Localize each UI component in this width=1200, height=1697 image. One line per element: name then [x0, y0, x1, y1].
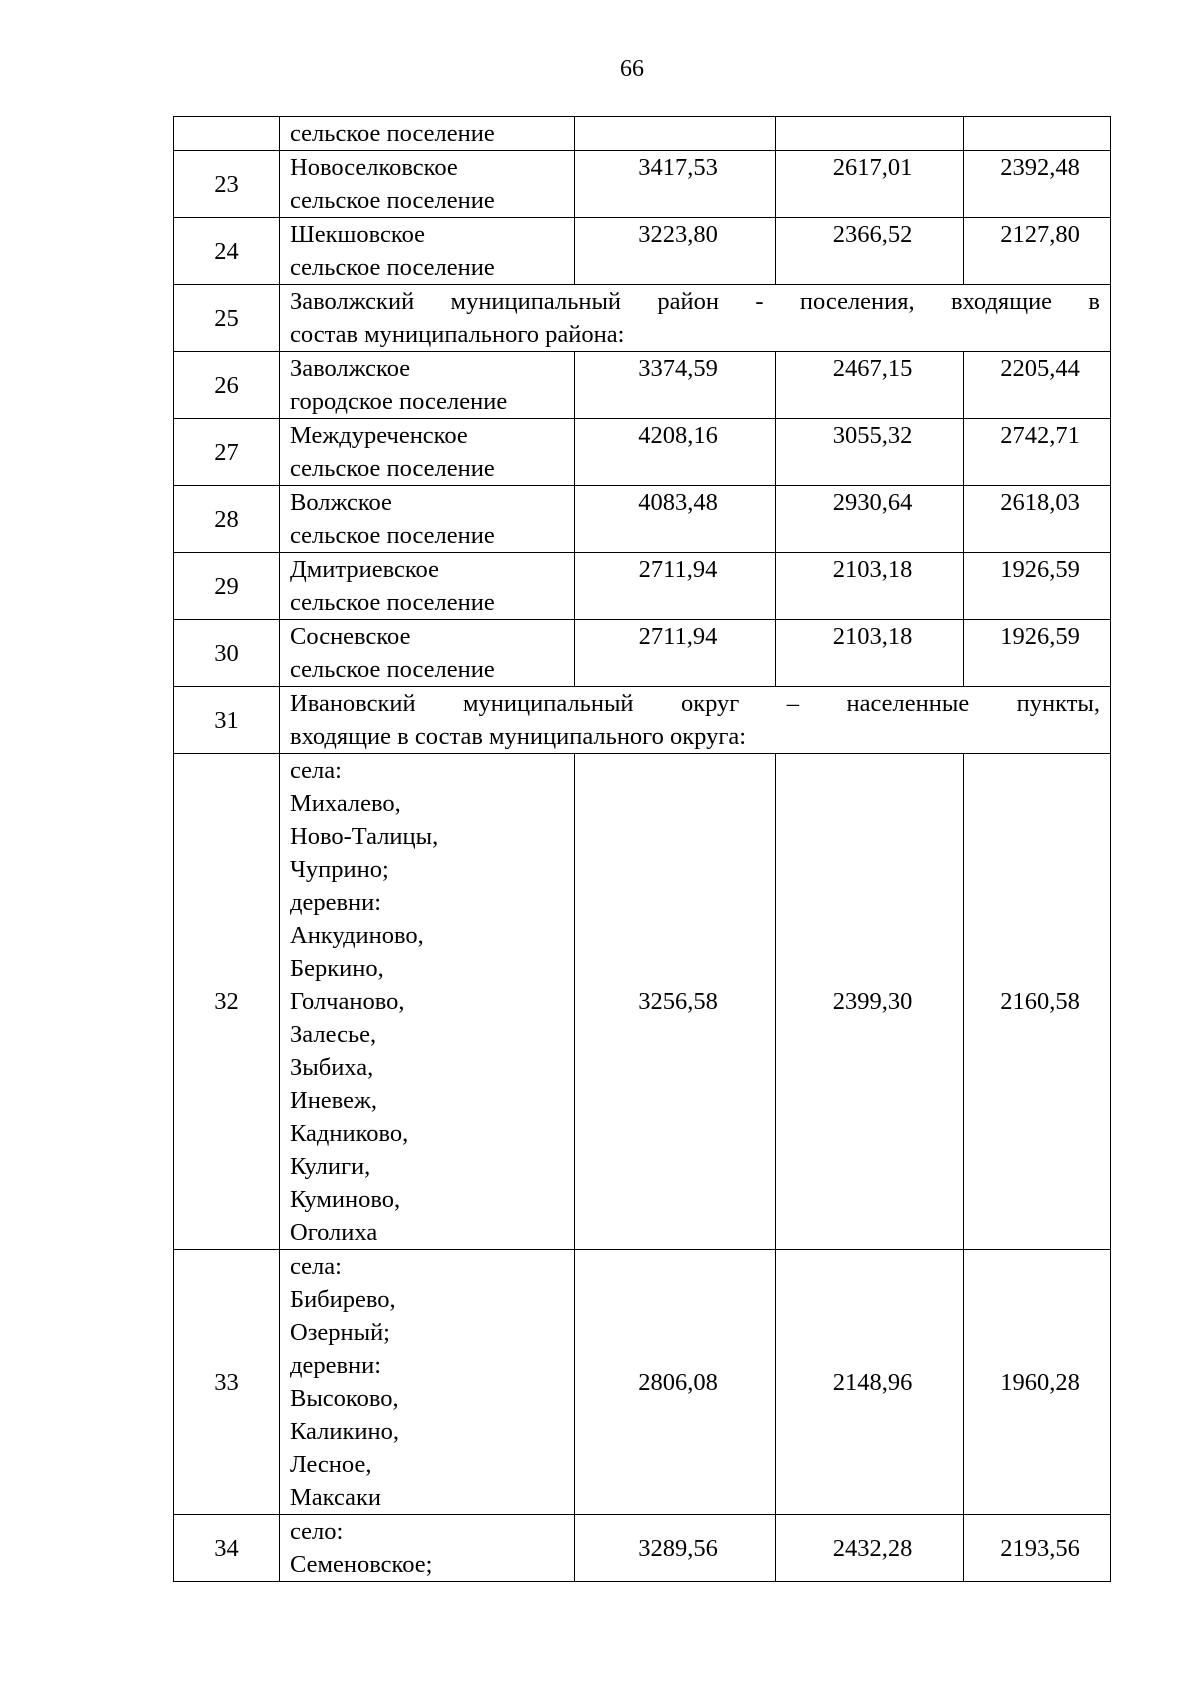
- value-col-1: 2806,08: [575, 1250, 776, 1515]
- value-col-2: [776, 117, 964, 151]
- settlement-name-line: Междуреченское: [290, 422, 468, 449]
- settlement-name-line: деревни:: [290, 1352, 382, 1379]
- value-col-2: 2930,64: [776, 486, 964, 553]
- table-row: [174, 151, 1111, 218]
- row-number: 31: [174, 687, 280, 754]
- row-number: 23: [174, 151, 280, 218]
- settlement-name-line: Михалево,: [290, 790, 401, 817]
- settlement-name-line: села:: [290, 1253, 342, 1280]
- settlement-name: [280, 218, 575, 285]
- settlement-name-line: сельское поселение: [290, 522, 495, 549]
- table-row: [174, 285, 1111, 352]
- value-col-3: 2205,44: [964, 352, 1111, 419]
- settlement-name-line: Ново-Талицы,: [290, 823, 439, 850]
- section-heading: [280, 687, 1111, 754]
- table-row: [174, 553, 1111, 620]
- value-col-3: 2742,71: [964, 419, 1111, 486]
- settlement-name-line: Зыбиха,: [290, 1054, 374, 1081]
- section-heading-line: Ивановский муниципальный округ – населенные пункты,: [290, 690, 1100, 717]
- settlement-name: [280, 352, 575, 419]
- table-row: [174, 620, 1111, 687]
- settlement-name-line: сельское поселение: [290, 254, 495, 281]
- settlement-name-line: Залесье,: [290, 1021, 377, 1048]
- settlement-name-line: Иневеж,: [290, 1087, 378, 1114]
- settlement-name: [280, 1515, 575, 1582]
- row-number: 34: [174, 1515, 280, 1582]
- settlement-name-line: Дмитриевское: [290, 556, 439, 583]
- settlement-name-line: Озерный;: [290, 1319, 390, 1346]
- value-col-1: 3223,80: [575, 218, 776, 285]
- table-body: [174, 117, 1111, 1582]
- section-heading-line: Заволжский муниципальный район - поселения, входящие в: [290, 288, 1100, 315]
- value-col-3: 2392,48: [964, 151, 1111, 218]
- value-col-3: 2127,80: [964, 218, 1111, 285]
- value-col-2: 2617,01: [776, 151, 964, 218]
- value-col-1: 3374,59: [575, 352, 776, 419]
- settlement-name-line: Волжское: [290, 489, 392, 516]
- value-col-3: 2618,03: [964, 486, 1111, 553]
- row-number: 25: [174, 285, 280, 352]
- value-col-2: 2103,18: [776, 620, 964, 687]
- table-row: [174, 754, 1111, 1250]
- settlement-name: [280, 151, 575, 218]
- value-col-3: 1926,59: [964, 553, 1111, 620]
- row-number: 30: [174, 620, 280, 687]
- row-number: 29: [174, 553, 280, 620]
- value-col-1: 4208,16: [575, 419, 776, 486]
- settlement-name: [280, 117, 575, 151]
- settlement-name: [280, 1250, 575, 1515]
- row-number: 24: [174, 218, 280, 285]
- settlement-name-line: Кулиги,: [290, 1153, 371, 1180]
- value-col-1: 4083,48: [575, 486, 776, 553]
- value-col-1: 3417,53: [575, 151, 776, 218]
- settlement-name-line: сельское поселение: [290, 187, 495, 214]
- value-col-2: 2467,15: [776, 352, 964, 419]
- table-row: [174, 1515, 1111, 1582]
- value-col-2: 2148,96: [776, 1250, 964, 1515]
- settlement-name-line: сельское поселение: [290, 455, 495, 482]
- row-number: 26: [174, 352, 280, 419]
- section-heading-line: входящие в состав муниципального округа:: [290, 723, 747, 750]
- settlement-name-line: сельское поселение: [290, 589, 495, 616]
- value-col-2: 2399,30: [776, 754, 964, 1250]
- value-col-3: [964, 117, 1111, 151]
- table-row: [174, 352, 1111, 419]
- value-col-3: 2193,56: [964, 1515, 1111, 1582]
- settlement-name-line: Чуприно;: [290, 856, 389, 883]
- settlement-name-line: сельское поселение: [290, 120, 495, 147]
- section-heading-line: состав муниципального района:: [290, 321, 625, 348]
- value-col-2: 2432,28: [776, 1515, 964, 1582]
- settlement-name: [280, 620, 575, 687]
- settlement-name-line: деревни:: [290, 889, 382, 916]
- settlement-name-line: Куминово,: [290, 1186, 401, 1213]
- row-number: 27: [174, 419, 280, 486]
- settlement-name-line: Кадниково,: [290, 1120, 409, 1147]
- settlement-name: [280, 419, 575, 486]
- page-number: 66: [620, 56, 644, 82]
- value-col-2: 2366,52: [776, 218, 964, 285]
- value-col-1: 3256,58: [575, 754, 776, 1250]
- settlement-name-line: Шекшовское: [290, 221, 425, 248]
- value-col-1: [575, 117, 776, 151]
- table-row: [174, 117, 1111, 151]
- tariff-table: [173, 116, 1111, 1582]
- settlement-name-line: сельское поселение: [290, 656, 495, 683]
- settlement-name-line: села:: [290, 757, 342, 784]
- settlement-name-line: Лесное,: [290, 1451, 372, 1478]
- settlement-name-line: Заволжское: [290, 355, 411, 382]
- settlement-name-line: Беркино,: [290, 955, 384, 982]
- settlement-name-line: село:: [290, 1518, 344, 1545]
- value-col-1: 3289,56: [575, 1515, 776, 1582]
- settlement-name-line: Бибирево,: [290, 1286, 396, 1313]
- section-heading: [280, 285, 1111, 352]
- settlement-name-line: Новоселковское: [290, 154, 458, 181]
- row-number: 32: [174, 754, 280, 1250]
- value-col-1: 2711,94: [575, 620, 776, 687]
- value-col-3: 1926,59: [964, 620, 1111, 687]
- settlement-name-line: городское поселение: [290, 388, 508, 415]
- row-number: 28: [174, 486, 280, 553]
- settlement-name: [280, 553, 575, 620]
- settlement-name-line: Семеновское;: [290, 1551, 433, 1578]
- value-col-3: 2160,58: [964, 754, 1111, 1250]
- settlement-name-line: Высоково,: [290, 1385, 399, 1412]
- table-row: [174, 486, 1111, 553]
- row-number: [174, 117, 280, 151]
- settlement-name: [280, 486, 575, 553]
- settlement-name-line: Голчаново,: [290, 988, 405, 1015]
- value-col-1: 2711,94: [575, 553, 776, 620]
- table-row: [174, 218, 1111, 285]
- settlement-name-line: Оголиха: [290, 1219, 378, 1246]
- value-col-3: 1960,28: [964, 1250, 1111, 1515]
- value-col-2: 3055,32: [776, 419, 964, 486]
- table-row: [174, 419, 1111, 486]
- settlement-name: [280, 754, 575, 1250]
- settlement-name-line: Каликино,: [290, 1418, 399, 1445]
- row-number: 33: [174, 1250, 280, 1515]
- table-row: [174, 1250, 1111, 1515]
- settlement-name-line: Анкудиново,: [290, 922, 424, 949]
- settlement-name-line: Сосневское: [290, 623, 411, 650]
- settlement-name-line: Максаки: [290, 1484, 382, 1511]
- value-col-2: 2103,18: [776, 553, 964, 620]
- table-row: [174, 687, 1111, 754]
